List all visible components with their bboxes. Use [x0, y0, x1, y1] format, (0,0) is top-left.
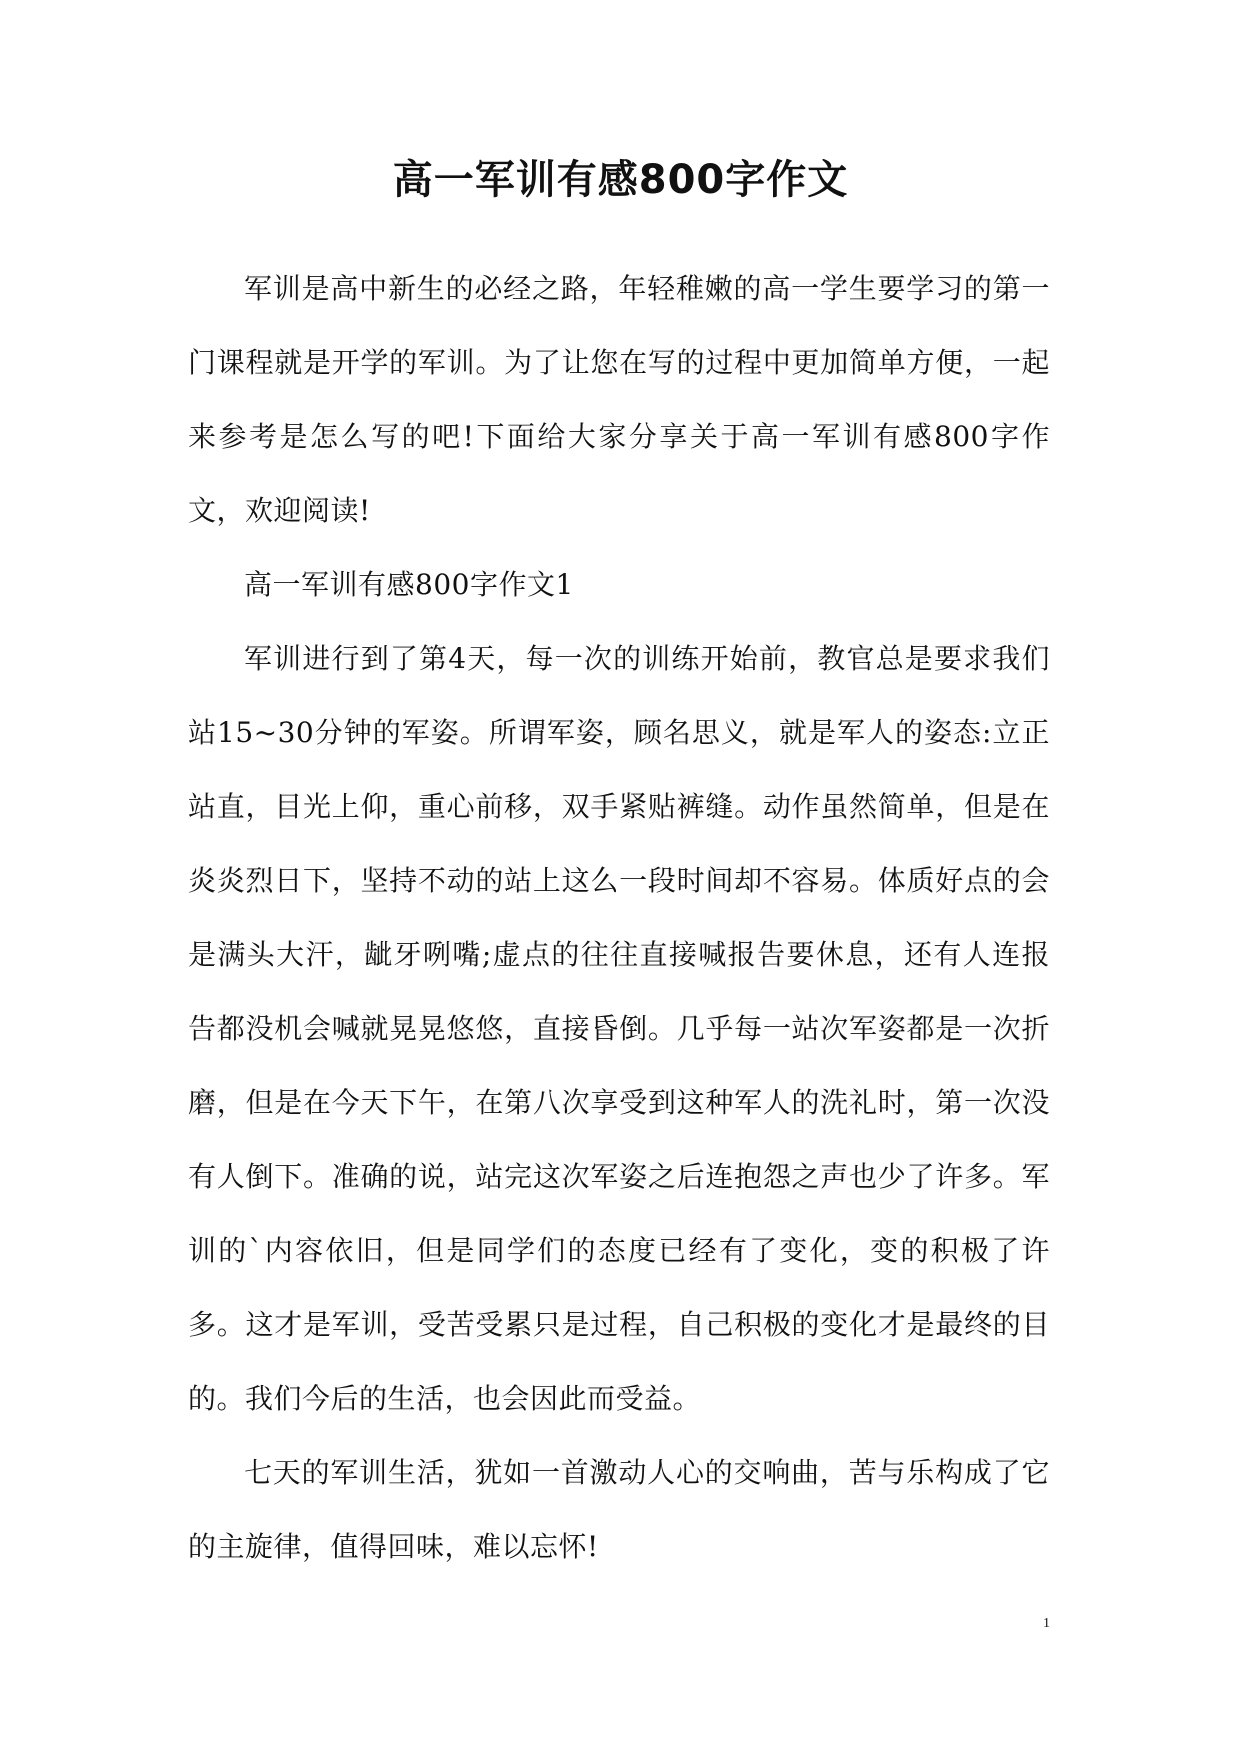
document-body	[188, 252, 1050, 1584]
body-paragraph: 军训进行到了第4天，每一次的训练开始前，教官总是要求我们站15~30分钟的军姿。所谓军姿，顾名思义，就是军人的姿态:立正站直，目光上仰，重心前移，双手紧贴裤缝。动作虽然简单，但是在炎炎烈日下，坚持不动的站上这么一段时间却不容易。体质好点的会是满头大汗，龇牙咧嘴;虚点的往往直接喊报告要休息，还有人连报告都没机会喊就晃晃悠悠，直接昏倒。几乎每一站次军姿都是一次折磨，但是在今天下午，在第八次享受到这种军人的洗礼时，第一次没有人倒下。准确的说，站完这次军姿之后连抱怨之声也少了许多。军训的`内容依旧，但是同学们的态度已经有了变化，变的积极了许多。这才是军训，受苦受累只是过程，自己积极的变化才是最终的目的。我们今后的生活，也会因此而受益。	[188, 642, 1050, 1415]
closing-paragraph: 七天的军训生活，犹如一首激动人心的交响曲，苦与乐构成了它的主旋律，值得回味，难以忘怀!	[188, 1456, 1050, 1563]
page-number: 1	[1043, 1616, 1050, 1631]
document-title: 高一军训有感800字作文	[392, 157, 849, 203]
intro-paragraph: 军训是高中新生的必经之路，年轻稚嫩的高一学生要学习的第一门课程就是开学的军训。为了让您在写的过程中更加简单方便，一起来参考是怎么写的吧!下面给大家分享关于高一军训有感800字作文，欢迎阅读!	[188, 272, 1050, 527]
section-heading: 高一军训有感800字作文1	[244, 568, 574, 601]
